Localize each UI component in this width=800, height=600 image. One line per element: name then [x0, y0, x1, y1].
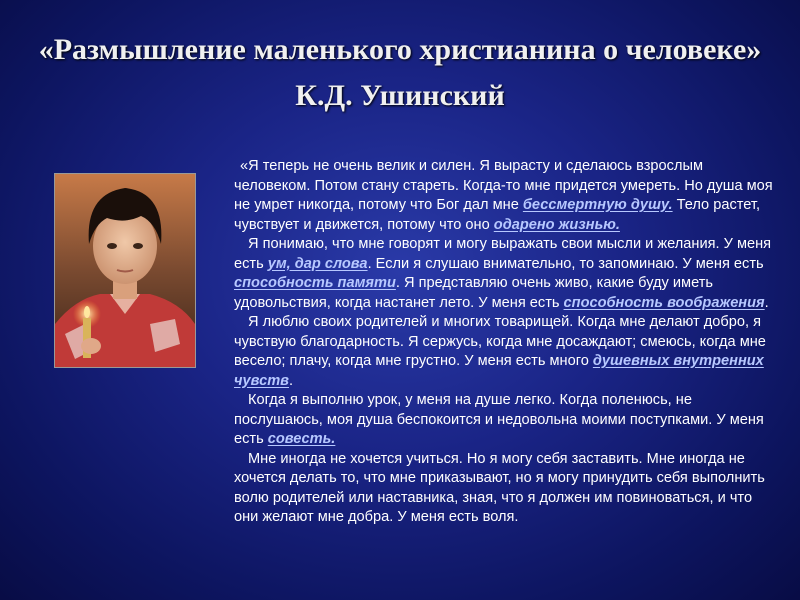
text-run: Тело растет, чувствует и движется, потому что оно: [234, 197, 761, 233]
slide-title: [0, 30, 800, 116]
highlighted-term: способность воображения: [563, 294, 765, 311]
highlighted-term: совесть.: [267, 431, 336, 447]
text-run: .: [288, 372, 294, 389]
text-run: Я люблю своих родителей и многих товарищей. Когда мне делают добро, я чувствую благодарность. Я сержусь, когда мне досаждают; смеюсь, когда мне весело; плачу, когда мне грустно. У меня есть много: [234, 314, 766, 369]
text-run: Мне иногда не хочется учиться. Но я могу себя заставить. Мне иногда не хочется делать то, что мне приказывают, но я могу принудить себя выполнить волю родителей или наставника, зная, что я должен им повиноваться, и что они желают мне добра. У меня есть воля.: [234, 450, 765, 525]
text-run: Когда я выполню урок, у меня на душе легко. Когда поленюсь, не послушаюсь, моя душа беспокоится и недовольна моими поступками. У меня есть: [234, 392, 764, 447]
highlighted-term: душевных внутренних чувств: [234, 353, 764, 389]
highlighted-term: способность памяти: [234, 275, 396, 291]
text-run: . Я представляю очень живо, какие буду иметь удовольствия, когда настанет лето. У меня есть: [234, 275, 713, 311]
highlighted-term: бессмертную душу.: [522, 197, 673, 213]
boy-portrait-image: [54, 173, 196, 368]
paragraph: [234, 235, 779, 313]
paragraph: [234, 391, 779, 450]
highlighted-term: одарено жизнью.: [493, 216, 620, 233]
text-run: .: [764, 294, 769, 311]
paragraph: [234, 450, 779, 528]
title-author: К.Д. Ушинский: [295, 79, 505, 112]
title-line: «Размышление маленького христианина о человеке»: [38, 33, 762, 66]
text-run: «Я теперь не очень велик и силен. Я вырасту и сделаюсь взрослым человеком. Потом стану стареть. Когда-то мне придется умереть. Но душа моя не умрет никогда, потому что Бог дал мне: [234, 158, 773, 213]
highlighted-term: ум, дар слова: [267, 255, 368, 272]
text-run: Я понимаю, что мне говорят и могу выражать свои мысли и желания. У меня есть: [234, 236, 772, 272]
paragraph: [234, 157, 779, 235]
text-run: . Если я слушаю внимательно, то запоминаю. У меня есть: [367, 255, 764, 272]
paragraph: [234, 313, 779, 391]
essay-text: [234, 157, 779, 528]
